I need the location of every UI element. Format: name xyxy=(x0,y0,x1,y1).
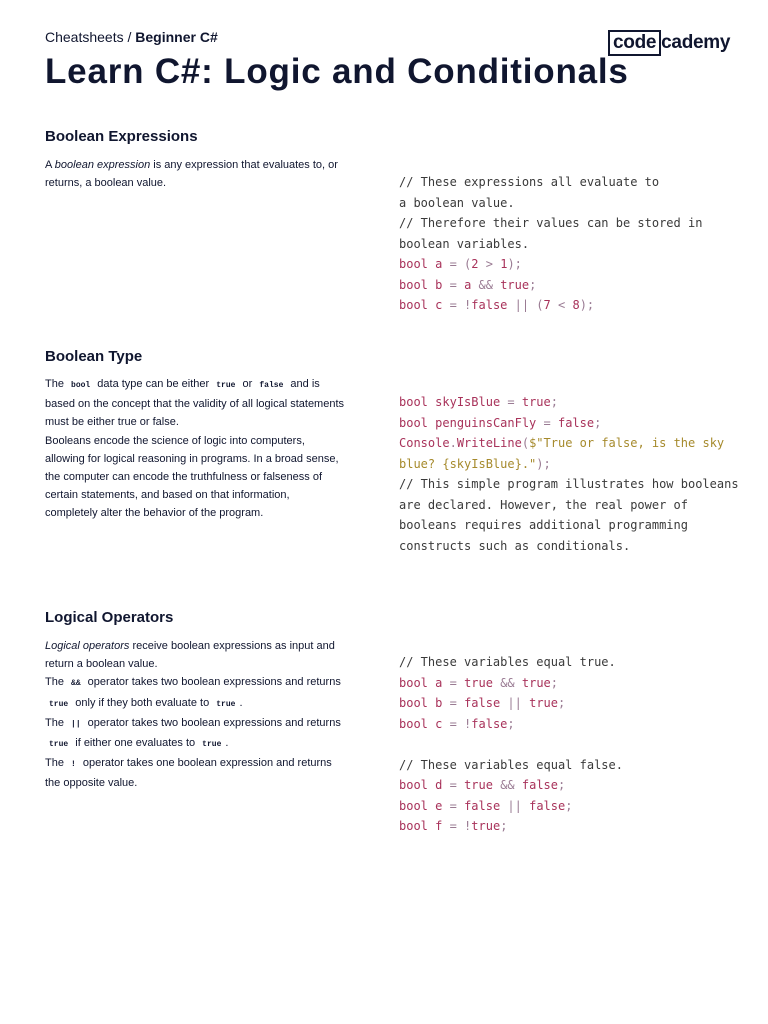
code-token: = xyxy=(442,696,465,710)
prose-paragraph xyxy=(45,754,345,792)
code-token: bool xyxy=(399,257,428,271)
code-line xyxy=(399,474,746,556)
code-token: bool xyxy=(399,778,428,792)
code-token: Console xyxy=(399,436,450,450)
section-prose-boolean-type xyxy=(45,375,345,523)
text-run: The xyxy=(45,716,68,729)
code-token: skyIsBlue xyxy=(435,395,501,409)
code-token: ; xyxy=(507,716,515,731)
inline-code: true xyxy=(202,740,222,750)
logo-rest-text: cademy xyxy=(661,32,731,53)
code-token: // This simple program illustrates how booleans are declared. However, the real power of booleans requires additional programming constructs such as conditionals. xyxy=(399,477,746,553)
code-token: true xyxy=(464,675,493,690)
code-token: false xyxy=(557,415,595,430)
code-line xyxy=(399,673,739,694)
code-token: = xyxy=(500,395,522,409)
text-run: operator takes two boolean expressions and returns xyxy=(84,716,341,729)
code-token: ); xyxy=(507,257,522,271)
code-token: bool xyxy=(399,395,428,409)
code-token: c xyxy=(435,716,443,731)
code-token: ); xyxy=(579,298,595,312)
text-run: only if they both evaluate to xyxy=(72,696,213,709)
code-line xyxy=(399,234,739,255)
code-token: > xyxy=(478,257,501,271)
code-token: = ! xyxy=(442,819,472,833)
code-token: boolean variables. xyxy=(399,236,530,251)
inline-code: true xyxy=(49,699,69,709)
text-run: is any expression that evaluates to, or returns, a boolean value. xyxy=(45,159,338,190)
code-token: // These variables equal false. xyxy=(399,757,623,772)
code-token: || ( xyxy=(507,298,544,312)
code-line xyxy=(399,413,739,434)
code-token: // Therefore their values can be stored in xyxy=(399,216,703,230)
code-line xyxy=(399,816,739,837)
code-token: ; xyxy=(529,277,537,292)
code-line xyxy=(399,193,739,214)
code-line xyxy=(399,433,739,474)
text-run: The xyxy=(45,676,68,689)
code-line xyxy=(399,652,739,673)
code-token: = ! xyxy=(442,716,472,731)
code-token: true xyxy=(464,778,493,792)
inline-code: true xyxy=(49,740,69,750)
code-token: a xyxy=(435,257,443,271)
code-token: ; xyxy=(500,819,508,833)
text-run: Booleans encode the science of logic into computers, allowing for logical reasoning in programs. In a broad sense, the computer can encode the truthfulness or falseness of certain statements, and based on that information, completely alter the behavior of the program. xyxy=(45,434,339,520)
code-token: bool xyxy=(399,819,428,833)
code-token: 1 xyxy=(500,257,508,271)
code-token: ; xyxy=(594,415,602,430)
text-run: operator takes one boolean expression and returns the opposite value. xyxy=(45,757,332,790)
text-run: A xyxy=(45,159,55,171)
code-token: = xyxy=(442,277,465,292)
code-line xyxy=(399,755,739,776)
code-token: a xyxy=(464,277,472,292)
code-line xyxy=(399,295,739,316)
section-prose-boolean-expressions xyxy=(45,156,345,192)
inline-code: true xyxy=(216,699,236,709)
code-line xyxy=(399,693,739,714)
code-token: < xyxy=(550,298,573,312)
code-token: = xyxy=(536,415,558,430)
prose-paragraph xyxy=(45,637,345,673)
text-run: . xyxy=(225,737,229,750)
inline-code: ! xyxy=(71,760,76,770)
code-token: 2 xyxy=(471,257,479,271)
code-token: false xyxy=(464,798,501,813)
code-token: 8 xyxy=(572,298,580,312)
code-token: false xyxy=(471,716,508,731)
text-run: The xyxy=(45,757,68,770)
code-line xyxy=(399,392,739,413)
code-token: // These variables equal true. xyxy=(399,655,616,669)
logo-box-text: code xyxy=(608,30,661,56)
code-token: c xyxy=(435,298,443,312)
code-token: false xyxy=(464,696,501,710)
code-token: ; xyxy=(550,675,559,690)
inline-code: || xyxy=(71,719,81,729)
code-token: = ! xyxy=(442,298,472,312)
code-token: ( xyxy=(521,436,530,450)
text-run: and is based on the concept that the validity of all logical statements must be either true or false. xyxy=(45,378,345,429)
code-token: // These expressions all evaluate to xyxy=(399,175,660,189)
code-token: b xyxy=(435,277,443,292)
code-token: false xyxy=(521,778,558,792)
section-prose-logical-operators xyxy=(45,637,345,793)
section-title-boolean-type: Boolean Type xyxy=(45,348,143,365)
code-block-boolean-expressions xyxy=(399,172,739,316)
code-token: 7 xyxy=(543,298,551,312)
code-token: ); xyxy=(536,456,551,471)
code-token: true xyxy=(521,395,551,409)
code-token: b xyxy=(435,696,443,710)
code-token: = ( xyxy=(442,257,472,271)
text-run: receive boolean expressions as input and return a boolean value. xyxy=(45,640,335,671)
code-line xyxy=(399,254,739,275)
breadcrumb xyxy=(45,29,218,45)
code-token: bool xyxy=(399,277,428,292)
prose-paragraph xyxy=(45,673,345,713)
code-token: e xyxy=(435,798,443,813)
code-token: true xyxy=(471,819,501,833)
code-token: && xyxy=(492,778,522,792)
code-line xyxy=(399,734,739,755)
page-title: Learn C#: Logic and Conditionals xyxy=(45,52,629,91)
code-token: false xyxy=(471,298,508,312)
code-token: f xyxy=(435,819,443,833)
prose-paragraph xyxy=(45,432,345,523)
inline-code: bool xyxy=(71,381,91,390)
code-token: && xyxy=(492,675,522,690)
text-run: operator takes two boolean expressions and returns xyxy=(84,676,341,689)
inline-code: && xyxy=(71,679,81,689)
code-block-boolean-type xyxy=(399,392,746,556)
code-token: a boolean value. xyxy=(399,195,515,210)
code-line xyxy=(399,775,739,796)
code-token: true xyxy=(521,675,551,690)
code-line xyxy=(399,172,739,193)
code-token: true xyxy=(500,277,530,292)
code-token: = xyxy=(442,778,465,792)
code-token: $"True or false, is the sky blue? {skyIsBlue}." xyxy=(399,436,732,471)
breadcrumb-current: Beginner C# xyxy=(135,29,218,45)
code-line xyxy=(399,213,739,234)
code-token: bool xyxy=(399,716,428,731)
code-token: true xyxy=(529,696,558,710)
code-token: ; xyxy=(565,798,573,813)
code-token: . xyxy=(449,436,457,450)
code-token: d xyxy=(435,778,443,792)
code-token: false xyxy=(529,798,566,813)
code-token: bool xyxy=(399,298,428,312)
code-token: a xyxy=(435,675,443,690)
code-token: bool xyxy=(399,415,428,430)
code-token: = xyxy=(442,798,465,813)
prose-paragraph xyxy=(45,375,345,432)
code-token: = xyxy=(442,675,465,690)
code-token: ; xyxy=(558,778,566,792)
breadcrumb-separator: / xyxy=(123,29,136,45)
code-token: bool xyxy=(399,675,428,690)
inline-code: false xyxy=(259,381,284,390)
text-run: if either one evaluates to xyxy=(72,737,199,750)
emphasis-text: boolean expression xyxy=(54,159,151,171)
code-line xyxy=(399,714,739,735)
section-title-logical-operators: Logical Operators xyxy=(45,609,174,626)
code-token: ; xyxy=(558,696,566,710)
prose-paragraph xyxy=(45,714,345,754)
code-token: bool xyxy=(399,798,428,813)
text-run: data type can be either xyxy=(94,378,213,390)
code-token: && xyxy=(471,277,501,292)
code-token: || xyxy=(500,696,530,710)
code-line xyxy=(399,275,739,296)
text-run: The xyxy=(45,378,68,390)
code-block-logical-operators xyxy=(399,652,739,837)
code-token: WriteLine xyxy=(456,436,522,450)
code-token: penguinsCanFly xyxy=(435,415,537,430)
emphasis-text: Logical operators xyxy=(45,640,130,652)
code-line xyxy=(399,796,739,817)
code-token: || xyxy=(500,798,530,813)
text-run: . xyxy=(239,696,243,709)
code-token: ; xyxy=(550,395,558,409)
breadcrumb-parent-link[interactable]: Cheatsheets xyxy=(45,29,124,45)
text-run: or xyxy=(239,378,256,390)
inline-code: true xyxy=(216,381,236,390)
section-title-boolean-expressions: Boolean Expressions xyxy=(45,128,198,145)
code-token: bool xyxy=(399,696,428,710)
prose-paragraph xyxy=(45,156,345,192)
